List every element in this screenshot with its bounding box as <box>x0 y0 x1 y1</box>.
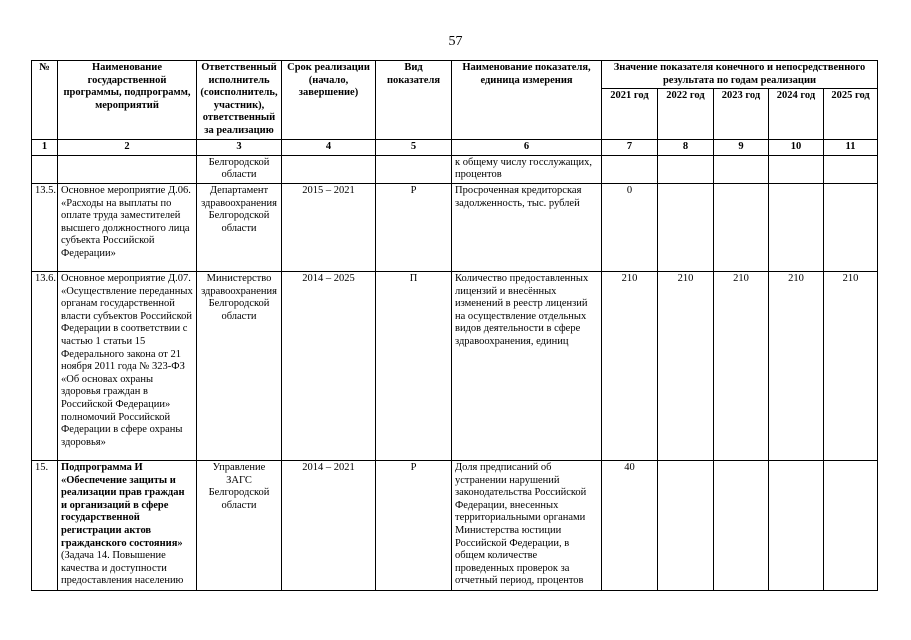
row-number: 15. <box>32 460 58 590</box>
row-kind: П <box>376 271 452 460</box>
row-value-2023 <box>714 460 769 590</box>
header-year-2022: 2022 год <box>658 89 714 140</box>
table-row <box>32 155 878 183</box>
column-number: 10 <box>769 140 824 156</box>
row-kind: Р <box>376 183 452 271</box>
row-value-2025: 210 <box>824 271 878 460</box>
header-year-2021: 2021 год <box>602 89 658 140</box>
page-number: 57 <box>448 34 463 49</box>
column-number: 11 <box>824 140 878 156</box>
header-no: № <box>32 61 58 140</box>
row-kind: Р <box>376 460 452 590</box>
row-value-2022 <box>658 183 714 271</box>
row-indicator: Количество предоставленных лицензий и внесённых изменений в реестр лицензий на осуществление отдельных видов деятельности в сфере здравоохранения, единиц <box>452 271 602 460</box>
row-value-2024 <box>769 460 824 590</box>
row-value-2021: 40 <box>602 460 658 590</box>
header-year-2023: 2023 год <box>714 89 769 140</box>
row-value-2021: 210 <box>602 271 658 460</box>
row-period: 2014 – 2025 <box>282 271 376 460</box>
column-number: 2 <box>58 140 197 156</box>
row-value-2023 <box>714 183 769 271</box>
row-period: 2015 – 2021 <box>282 183 376 271</box>
column-number: 6 <box>452 140 602 156</box>
header-kind: Вид показателя <box>376 61 452 140</box>
header-executor: Ответственный исполнитель (соисполнитель, участник), ответственный за реализацию <box>197 61 282 140</box>
row-value-2022 <box>658 155 714 183</box>
row-value-2025 <box>824 183 878 271</box>
row-name: Основное мероприятие Д.07. «Осуществление переданных органам государственной власти субъектов Российской Федерации в соответствии с частью 1 статьи 15 Федерального закона от 21 ноября 2011 года № 323-ФЗ «Об основах охраны здоровья граждан в Российской Федерации» полномочий Российской Федерации в сфере охраны здоровья» <box>58 271 197 460</box>
header-period: Срок реализации (начало, завершение) <box>282 61 376 140</box>
indicators-table <box>31 60 878 591</box>
row-executor: Управление ЗАГС Белгородской области <box>197 460 282 590</box>
header-indicator: Наименование показателя, единица измерения <box>452 61 602 140</box>
row-executor: Белгородской области <box>197 155 282 183</box>
row-kind <box>376 155 452 183</box>
table-row <box>32 183 878 271</box>
column-number: 5 <box>376 140 452 156</box>
column-number: 3 <box>197 140 282 156</box>
row-name <box>58 155 197 183</box>
row-number: 13.5. <box>32 183 58 271</box>
row-indicator: Просроченная кредиторская задолженность, тыс. рублей <box>452 183 602 271</box>
subprogram-task: (Задача 14. Повышение качества и доступности предоставления населению <box>61 550 184 587</box>
column-numbers-row <box>32 140 878 156</box>
row-period <box>282 155 376 183</box>
row-value-2022: 210 <box>658 271 714 460</box>
row-value-2024: 210 <box>769 271 824 460</box>
table-row <box>32 271 878 460</box>
row-value-2024 <box>769 155 824 183</box>
row-value-2021 <box>602 155 658 183</box>
column-number: 1 <box>32 140 58 156</box>
header-year-2024: 2024 год <box>769 89 824 140</box>
row-value-2023 <box>714 155 769 183</box>
row-indicator: к общему числу госслужащих, процентов <box>452 155 602 183</box>
row-value-2023: 210 <box>714 271 769 460</box>
column-number: 9 <box>714 140 769 156</box>
table-row <box>32 460 878 590</box>
subprogram-title: Подпрограмма И «Обеспечение защиты и реализации прав граждан и организаций в сфере государственной регистрации актов гражданского состояния» <box>61 461 185 549</box>
row-period: 2014 – 2021 <box>282 460 376 590</box>
row-name: Основное мероприятие Д.06. «Расходы на выплаты по оплате труда заместителей высшего должностного лица субъекта Российской Федерации» <box>58 183 197 271</box>
row-name <box>58 460 197 590</box>
header-values-group: Значение показателя конечного и непосредственного результата по годам реализации <box>602 61 878 89</box>
row-value-2021: 0 <box>602 183 658 271</box>
header-name: Наименование государственной программы, подпрограмм, мероприятий <box>58 61 197 140</box>
column-number: 4 <box>282 140 376 156</box>
row-number: 13.6. <box>32 271 58 460</box>
row-number <box>32 155 58 183</box>
header-year-2025: 2025 год <box>824 89 878 140</box>
row-indicator: Доля предписаний об устранении нарушений законодательства Российской Федерации, внесенных территориальными органами Министерства юстиции Российской Федерации, в общем количестве проведенных проверок за отчетный период, процентов <box>452 460 602 590</box>
row-value-2024 <box>769 183 824 271</box>
row-executor: Министерство здравоохранения Белгородской области <box>197 271 282 460</box>
row-value-2025 <box>824 460 878 590</box>
row-value-2022 <box>658 460 714 590</box>
column-number: 7 <box>602 140 658 156</box>
column-number: 8 <box>658 140 714 156</box>
row-executor: Департамент здравоохранения Белгородской области <box>197 183 282 271</box>
row-value-2025 <box>824 155 878 183</box>
